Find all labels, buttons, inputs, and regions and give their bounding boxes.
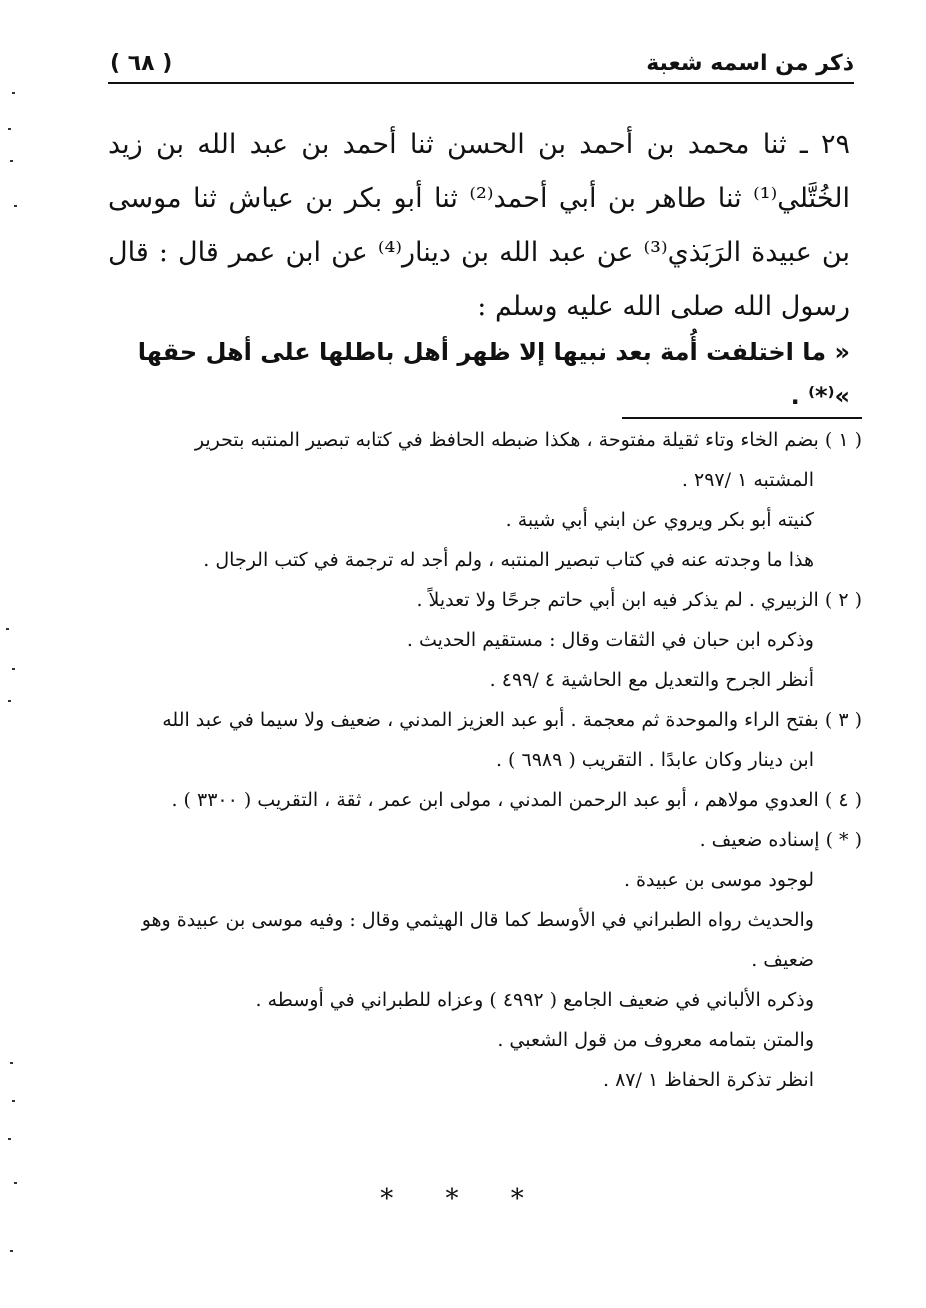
footnote-line: وذكره الألباني في ضعيف الجامع ( ٤٩٩٢ ) وعزاه للطبراني في أوسطه . bbox=[255, 989, 814, 1011]
scan-speck bbox=[12, 1100, 15, 1102]
hadith-isnad: ٢٩ ـ ثنا محمد بن أحمد بن الحسن ثنا أحمد بن عبد الله بن زيد الخُتَّلي⁽¹⁾ ثنا طاهر بن أبي أحمد⁽²⁾ ثنا أبو بكر بن عياش ثنا موسى بن عبيدة الرَبَذي⁽³⁾ عن عبد الله بن دينار⁽⁴⁾ عن ابن عمر قال : قال رسول الله صلى الله عليه وسلم : bbox=[108, 129, 851, 322]
scan-speck bbox=[12, 92, 15, 94]
footnote-line: ابن دينار وكان عابدًا . التقريب ( ٦٩٨٩ ) . bbox=[495, 749, 814, 771]
scan-speck bbox=[14, 1182, 17, 1184]
footnote-line: ( ٤ ) العدوي مولاهم ، أبو عبد الرحمن المدني ، مولى ابن عمر ، ثقة ، التقريب ( ٣٣٠٠ ) . bbox=[171, 789, 862, 811]
footnote-line: انظر تذكرة الحفاظ ١ /٨٧ . bbox=[603, 1069, 814, 1091]
section-separator: * * * bbox=[380, 1184, 546, 1214]
footnote-line: ( ٢ ) الزبيري . لم يذكر فيه ابن أبي حاتم جرحًا ولا تعديلاً . bbox=[416, 589, 862, 611]
scan-speck bbox=[14, 205, 17, 207]
scan-speck bbox=[8, 1138, 11, 1140]
footnote-line: أنظر الجرح والتعديل مع الحاشية ٤ /٤٩٩ . bbox=[489, 669, 814, 691]
running-header bbox=[110, 44, 854, 82]
scan-speck bbox=[10, 160, 13, 162]
page-number: ( ٦٨ ) bbox=[110, 50, 173, 76]
scan-speck bbox=[8, 128, 11, 130]
footnote-line: ( ٣ ) بفتح الراء والموحدة ثم معجمة . أبو عبد العزيز المدني ، ضعيف ولا سيما في عبد الله bbox=[162, 709, 862, 731]
scan-speck bbox=[12, 668, 15, 670]
chapter-title: ذكر من اسمه شعبة bbox=[646, 50, 854, 76]
scan-speck bbox=[6, 628, 9, 630]
footnote-line: والحديث رواه الطبراني في الأوسط كما قال الهيثمي وقال : وفيه موسى بن عبيدة وهو bbox=[141, 909, 814, 931]
header-rule bbox=[108, 82, 854, 84]
footnote-line: هذا ما وجدته عنه في كتاب تبصير المنتبه ، ولم أجد له ترجمة في كتب الرجال . bbox=[203, 549, 814, 571]
footnote-line: والمتن بتمامه معروف من قول الشعبي . bbox=[497, 1029, 814, 1051]
footnote-rule bbox=[622, 417, 862, 419]
scan-speck bbox=[8, 700, 11, 702]
footnote-line: ضعيف . bbox=[751, 949, 814, 971]
footnote-line: المشتبه ١ /٢٩٧ . bbox=[681, 469, 814, 491]
footnotes bbox=[108, 420, 862, 1100]
footnote-line: ( * ) إسناده ضعيف . bbox=[699, 829, 862, 851]
footnote-line: ( ١ ) بضم الخاء وتاء ثقيلة مفتوحة ، هكذا ضبطه الحافظ في كتابه تبصير المنتبه بتحرير bbox=[194, 429, 862, 451]
footnote-line: وذكره ابن حبان في الثقات وقال : مستقيم الحديث . bbox=[406, 629, 814, 651]
footnote-line: كنيته أبو بكر ويروي عن ابني أبي شيبة . bbox=[505, 509, 814, 531]
scan-speck bbox=[10, 1250, 13, 1252]
scan-speck bbox=[10, 1062, 13, 1064]
footnote-line: لوجود موسى بن عبيدة . bbox=[623, 869, 814, 891]
hadith-matn: « ما اختلفت أُمة بعد نبيها إلا ظهر أهل باطلها على أهل حقها »⁽*⁾ . bbox=[137, 338, 850, 410]
main-text bbox=[108, 118, 850, 334]
